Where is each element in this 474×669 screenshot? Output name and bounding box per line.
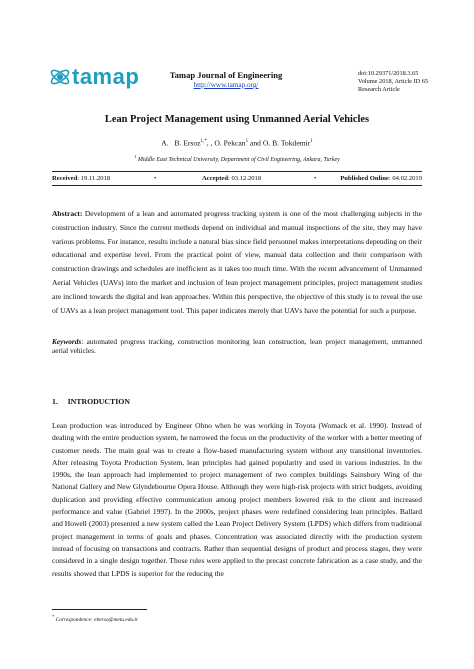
abstract: [52, 207, 422, 317]
footnote: [52, 613, 138, 624]
bullet-2: •: [314, 175, 317, 182]
author2-sup: 1: [245, 139, 249, 144]
journal-url-link[interactable]: http://www.tamap.org/: [193, 81, 259, 89]
affiliation: [0, 153, 474, 164]
published-date: Published Online: 04.02.2019: [340, 175, 422, 182]
dates-row: [52, 174, 422, 183]
abstract-label: Abstract:: [52, 209, 83, 218]
author1-name: B. Ersoz: [174, 138, 201, 148]
author1-sup: 1,*: [200, 139, 207, 144]
accepted-date: Accepted: 03.12.2018: [202, 175, 262, 182]
footnote-text: Correspondence: eberso@metu.edu.tr: [55, 616, 139, 623]
affiliation-sup: 1: [134, 154, 137, 159]
journal-name: Tamap Journal of Engineering: [169, 70, 283, 80]
affiliation-text: Middle East Technical University, Department of Civil Engineering, Ankara, Turkey: [137, 157, 340, 163]
author1-initial: A.: [161, 138, 169, 148]
author3-name: and O. B. Tokdemir: [248, 138, 311, 148]
keywords-label: Keywords: [52, 337, 82, 346]
article-meta: [358, 70, 428, 95]
journal-header: [166, 70, 286, 90]
doi: doi:10.29371/2018.3.65: [358, 70, 419, 77]
author2-name: , , O. Pekcan: [206, 138, 246, 148]
abstract-text: Development of a lean and automated progress tracking system is one of the most challenging subjects in the construction industry. Since the current methods depend on individual and manual inspections of the site, they may have various problems. For instance, results include a natural bias since field personnel makes interpretations depending on their educational and expertise level. From the practical point of view, manual data collection and their comparison with construction drawings and schedules are inefficient as it takes too much time. With the recent advancement of Unmanned Aerial Vehicles (UAVs) into the market and inclusion of lean project management principles, project management studies are inclined towards the digital and lean approaches. Within this perspective, the objective of this study is to reveal the use of UAVs as a lean project management tool. This paper indicates merely that UAVs have the potential for such a purpose.: [52, 209, 422, 315]
paper-title: Lean Project Management using Unmanned Aerial Vehicles: [104, 114, 370, 125]
section-heading: 1. INTRODUCTION: [52, 397, 130, 406]
volume-line: Volume 2018, Article ID 65: [358, 78, 429, 86]
author3-sup: 1: [310, 139, 313, 144]
received-date: Received: 19.11.2018: [52, 175, 111, 182]
body-paragraph: Lean production was introduced by Engineer Ohno when he was working in Toyota (Womack et al. 1990). Instead of dealing with the entire production system, he narrowed the focus on the productivity of the worker with a better meeting of customer needs. The main goal was to create a flow-based manufacturing system without any transitional inventories. After releasing Toyota Production System, lean principles had gained popularity and used in various industries. In the 1990s, the lean approach had implemented to project management of two complex buildings Sainsbury Wing of the National Gallery and New Glyndebourne Opera House. Although they were high-risk projects with strict budgets, avoiding duplication and providing effective communication among project members lowered risk to the client and increased performance and value (Gabriel 1997). In the 2000s, project phases were redefined considering lean principles. Ballard and Howell (2003) presented a new system called the Lean Project Delivery System (LPDS) which differs from traditional project management in terms of goals and phases. Concentration was associated directly with the production system instead of focusing on transactions and contracts. Rather than sequential designs of product and process stages, they were considered in a single design together. Those rules were applied to the precast concrete fabrication as a case study, and the results showed that LPDS is superior for the reducing the: [52, 421, 422, 578]
atom-icon: [49, 66, 71, 88]
keywords-text: : automated progress tracking, construction monitoring lean construction, lean project management, unmanned aerial vehicles.: [52, 337, 422, 355]
logo-text: tamap: [72, 64, 140, 89]
authors: [0, 137, 474, 149]
article-type: Research Article: [358, 86, 400, 94]
bullet-1: •: [154, 175, 157, 182]
divider-bottom: [52, 185, 422, 186]
keywords: [52, 338, 422, 356]
tamap-logo: [49, 66, 139, 88]
footnote-rule: [52, 609, 147, 610]
divider-top: [52, 171, 422, 172]
footnote-mark: *: [52, 614, 55, 619]
